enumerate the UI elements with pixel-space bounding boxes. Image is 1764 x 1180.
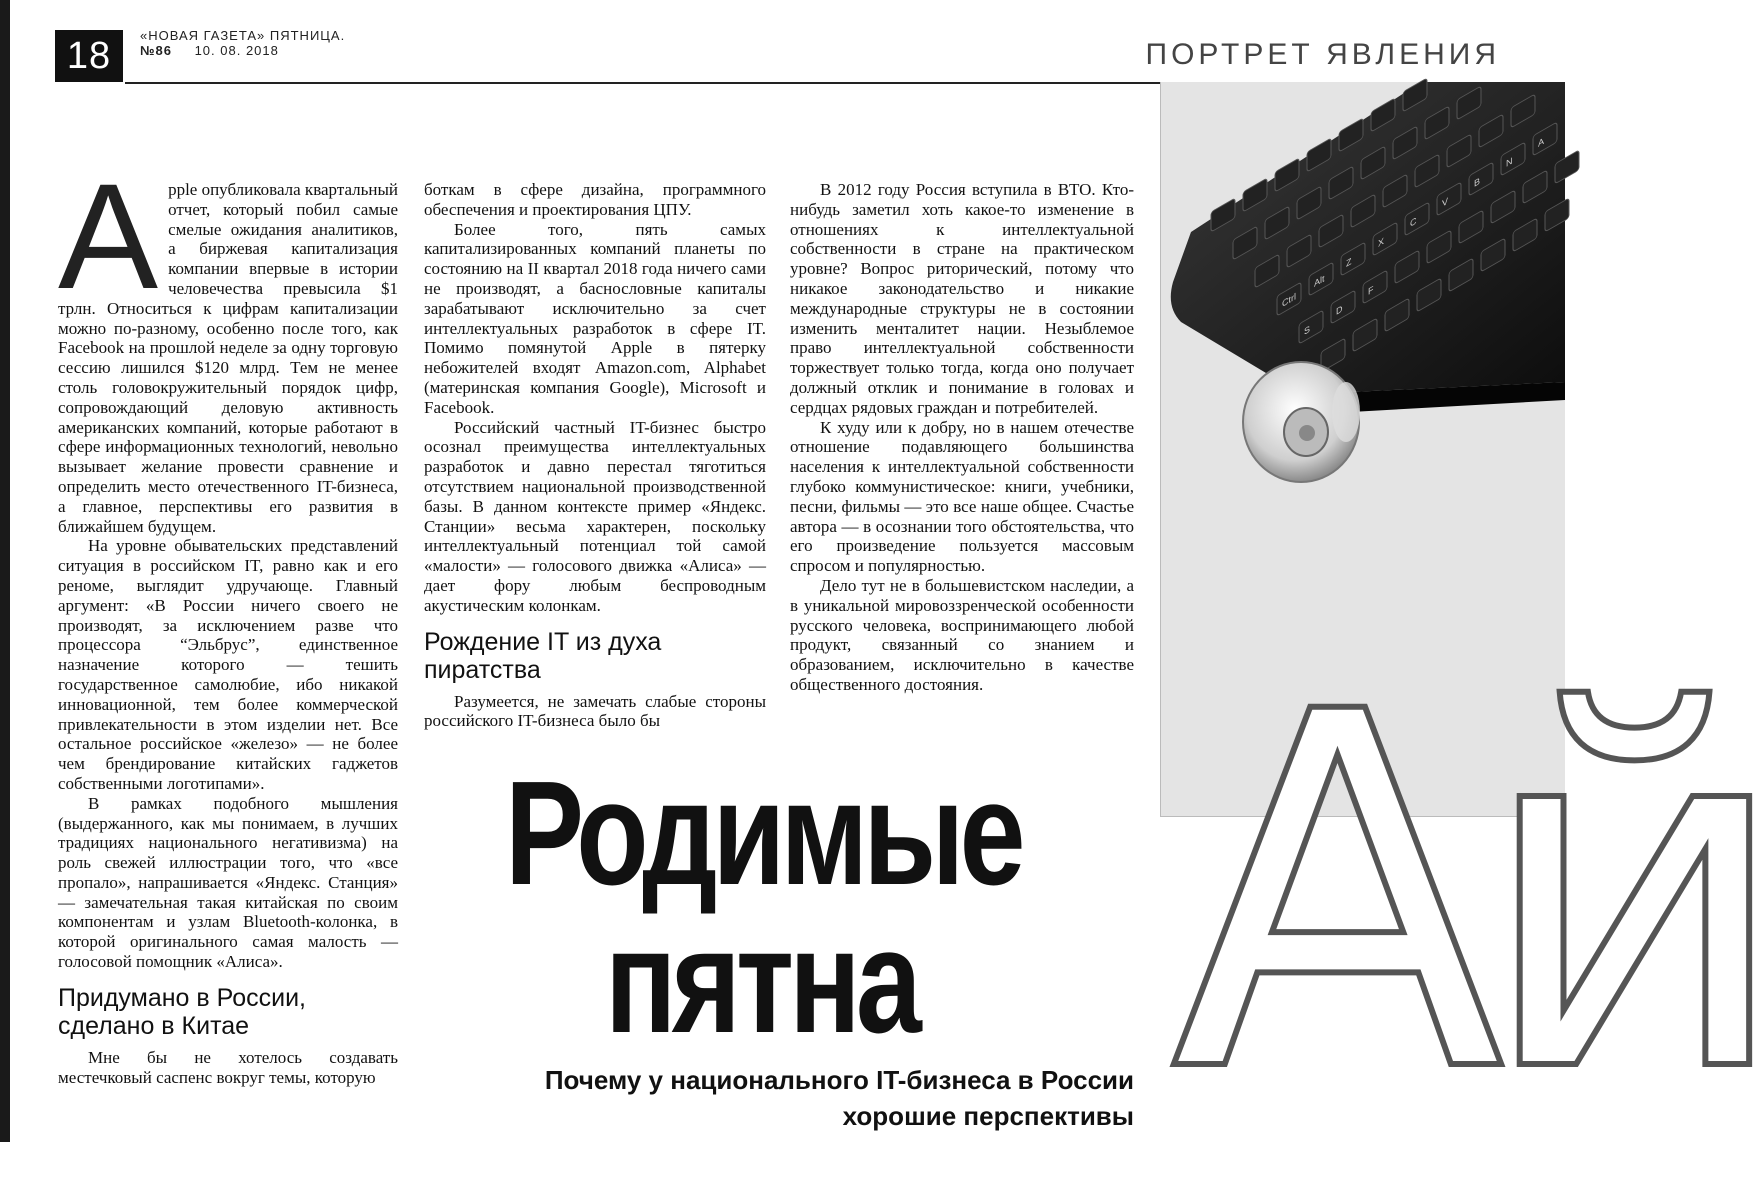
key-label: F [1368, 284, 1374, 298]
issue-date: 10. 08. 2018 [194, 43, 279, 58]
headline-line-2: пятна [605, 899, 917, 1064]
masthead [140, 28, 345, 58]
subheadline [420, 1062, 1134, 1134]
key-label: Ctrl [1282, 291, 1297, 310]
paragraph: На уровне обывательских представлений ситуация в российском IT, равно как и его реноме, выглядит удручающе. Главный аргумент: «В России ничего своего не производят, за исключением разве что процессора “Эльбрус”, единственное назначение которого — тешить государственное самолюбие, ибо никакой инновационной, тем более коммерческой привлекательности в этом изделии нет. Все остальное российское «железо» — не более чем брендирование китайских гаджетов собственными логотипами». [58, 536, 398, 793]
paragraph: К худу или к добру, но в нашем отечестве отношение подавляющего большинства населения к интеллектуальной собственности глубоко коммунистическое: книги, учебники, песни, фильмы — это все наше общее. Счастье автора — в осознании того обстоятельства, что его произведение пользуется массовым спросом и популярностью. [790, 417, 1134, 576]
subtitle-made-in-russia: Придумано в России, сделано в Китае [58, 983, 306, 1040]
section-title: ПОРТРЕТ ЯВЛЕНИЯ [1145, 38, 1500, 71]
big-title-ai: Ай [1170, 609, 1764, 1180]
paragraph: Российский частный IT-бизнес быстро осознал преимущества интеллектуальных разработок и давно перестал тяготиться отсутствием национальной производственной базы. В данном контексте пример «Яндекс. Станции» весьма характерен, поскольку интеллектуальный потенциал той самой «малости» — голосового движка «Алиса» — дает фору любым беспроводным акустическим колонкам. [424, 417, 766, 615]
key-label: Alt [1314, 273, 1325, 290]
drop-cap: А [58, 152, 159, 320]
paragraph: В 2012 году Россия вступила в ВТО. Кто-нибудь заметил хоть какое-то изменение в отношениях к интеллектуальной собственности в стране на практическом уровне? Вопрос риторический, потому что никакое законодательство и никакие международные структуры не в состоянии изменить менталитет нации. Незыблемое право интеллектуальной собственности торжествует только тогда, когда оно получает должный отклик и понимание в головах и сердцах рядовых граждан и потребителей. [790, 180, 1134, 417]
key-label: A [1538, 136, 1545, 150]
key-label: Z [1346, 256, 1352, 270]
subtitle-birth-of-it: Рождение IT из духа пиратства [424, 627, 662, 684]
paragraph: Мне бы не хотелось создавать местечковый саспенс вокруг темы, которую [58, 1047, 398, 1087]
key-label: C [1410, 215, 1417, 230]
paragraph: pple опубликовала квартальный отчет, который побил самые смелые ожидания аналитиков, а биржевая капитализация компании впервые в истории человечества превысила $1 трлн. Относиться к цифрам капитализации можно по-разному, особенно после того, как Facebook на прошлой неделе за одну торговую сессию лишился $120 млрд. Тем не менее столь головокружительный порядок цифр, сопровождающий деловую активность американских компаний, которые работают в сфере информационных технологий, невольно вызывает желание провести сравнение и определить место отечественного IT-бизнеса, а главное, перспективы его развития в ближайшем будущем. [58, 180, 399, 536]
key-label: V [1442, 196, 1449, 210]
paragraph: боткам в сфере дизайна, программного обеспечения и проектирования ЦПУ. [424, 180, 766, 219]
page-number: 18 [55, 30, 123, 82]
key-label: B [1474, 176, 1481, 190]
subheadline-line-2: хорошие перспективы [842, 1101, 1134, 1131]
paragraph: Более того, пять самых капитализированных компаний планеты по состоянию на II квартал 2018 года ничего сами не производят, а баснословные капиталы зарабатывают исключительно за счет интеллектуальных разработок в сфере IT. Помимо помянутой Apple в пятерку небожителей входят Amazon.com, Alphabet (материнская компания Google), Microsoft и Facebook. [424, 219, 766, 417]
masthead-issue-line [140, 43, 345, 58]
paragraph: Разумеется, не замечать слабые стороны российского IT-бизнеса было бы [424, 691, 766, 731]
page-edge-bar [0, 0, 10, 1142]
paragraph: В рамках подобного мышления (выдержанного, как мы понимаем, в лучших традициях национального негативизма) на роль свежей иллюстрации того, что «все пропало», напрашивается «Яндекс. Станция» — замечательная такая китайская по своим компонентам и узлам Bluetooth-колонка, в которой оригинального самая малость — голосовой помощник «Алиса». [58, 793, 398, 972]
headline [505, 751, 1021, 1064]
masthead-title: «НОВАЯ ГАЗЕТА» ПЯТНИЦА. [140, 28, 346, 43]
key-label: X [1378, 236, 1385, 250]
article-column-1 [58, 152, 399, 1087]
subheadline-line-1: Почему у национального IT-бизнеса в России [544, 1065, 1134, 1095]
article-column-3 [790, 180, 1134, 695]
article-column-2 [424, 180, 766, 731]
key-label: N [1506, 155, 1513, 170]
paragraph: Дело тут не в большевистском наследии, а в уникальной мировоззренческой особенности русского человека, воспринимающего любой продукт, связанный со знанием и образованием, исключительно в качестве общественного достояния. [790, 575, 1134, 694]
issue-number: №86 [140, 43, 172, 58]
key-label: D [1336, 303, 1343, 318]
key-label: S [1304, 324, 1311, 338]
headline-line-1: Родимые [505, 751, 1021, 916]
